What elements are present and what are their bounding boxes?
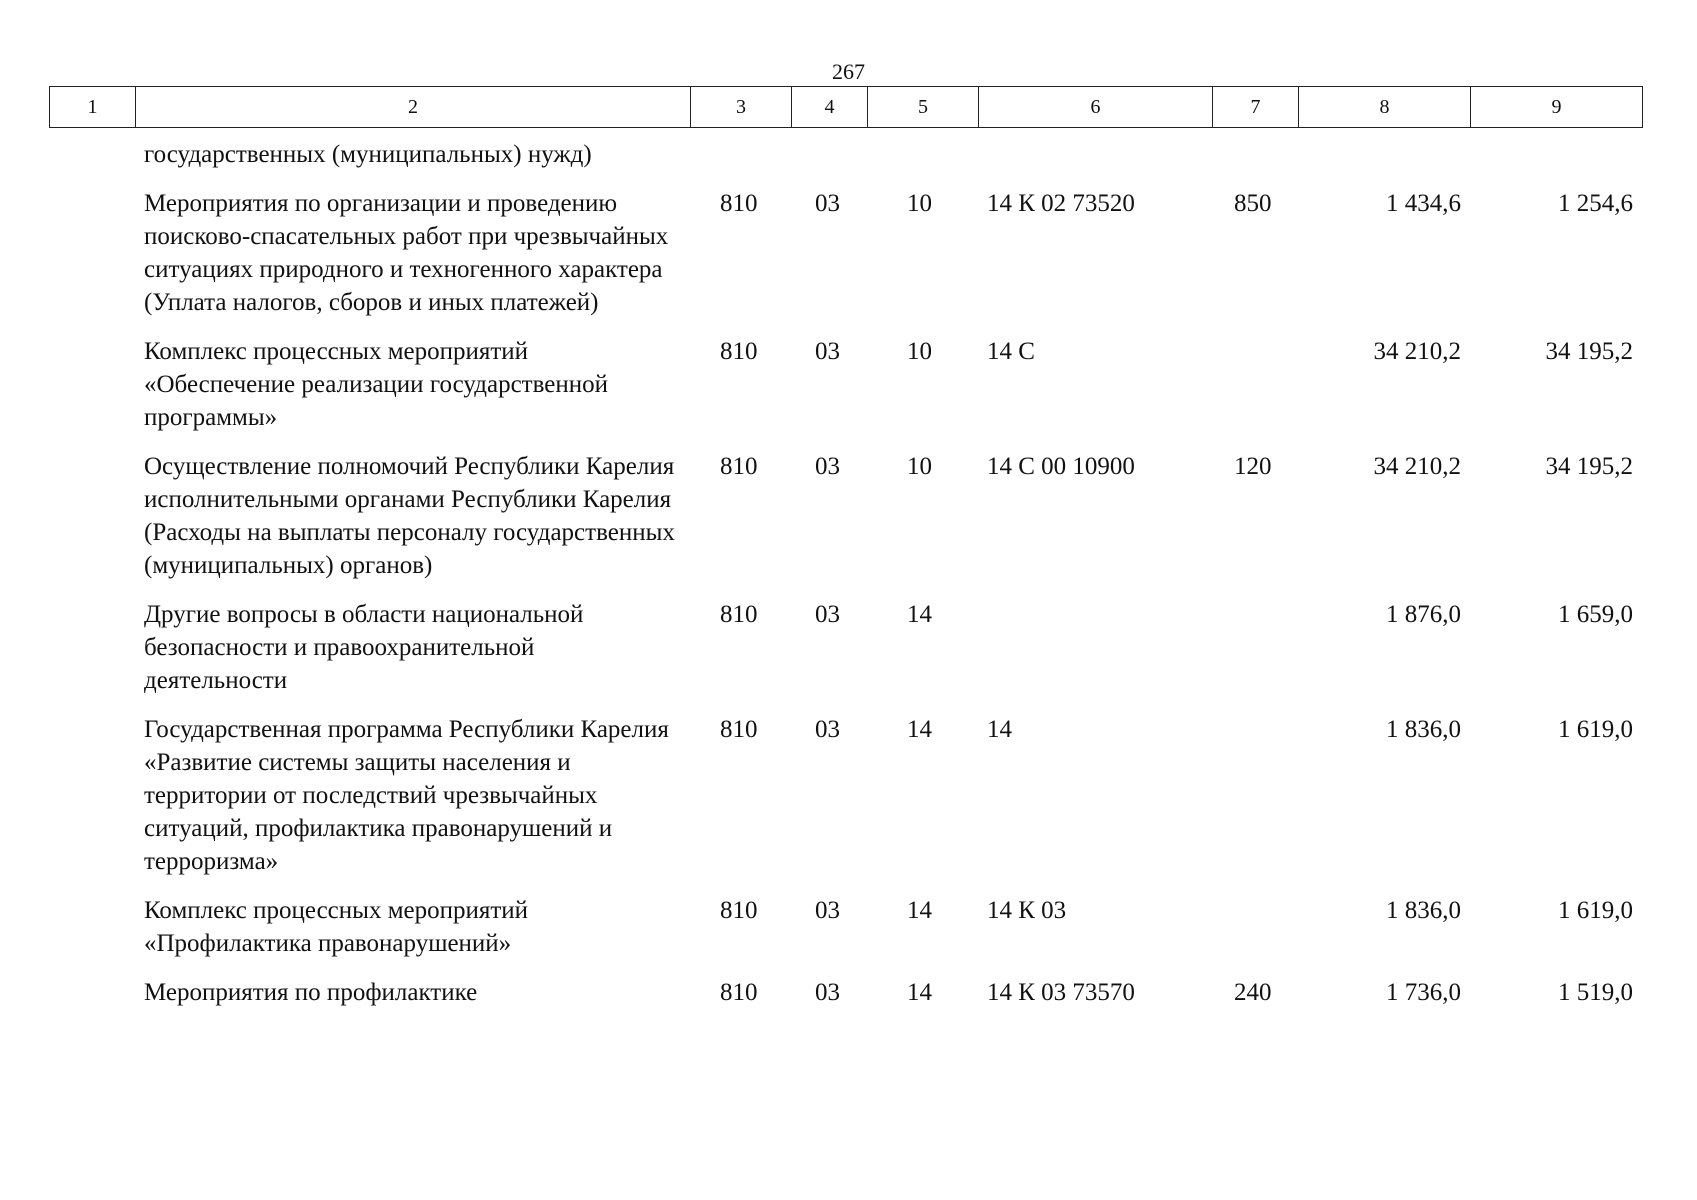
cell-col3: 810 (720, 601, 758, 628)
cell-col8: 1 434,6 (1386, 190, 1461, 217)
page-number: 267 (832, 59, 865, 84)
table-row (49, 598, 1642, 713)
table-row (49, 713, 1642, 894)
cell-col8: 1 876,0 (1386, 601, 1461, 628)
cell-col6: 14 К 02 73520 (987, 190, 1135, 217)
cell-col9: 1 254,6 (1558, 190, 1633, 217)
cell-col9: 34 195,2 (1545, 453, 1633, 480)
row-name: государственных (муниципальных) нужд) (144, 141, 592, 168)
cell-col5 (867, 138, 978, 187)
cell-col5: 10 (907, 453, 932, 480)
cell-col6: 14 К 03 (987, 897, 1067, 924)
cell-col3: 810 (720, 453, 758, 480)
column-header-8: 8 (1299, 87, 1471, 128)
cell-col3: 810 (720, 338, 758, 365)
budget-table-body (49, 138, 1642, 1025)
cell-col6 (978, 598, 1212, 713)
cell-col8: 34 210,2 (1373, 338, 1461, 365)
cell-col8: 34 210,2 (1373, 453, 1461, 480)
cell-col8: 1 736,0 (1386, 979, 1461, 1006)
column-header-1: 1 (50, 87, 136, 128)
cell-col7 (1212, 894, 1298, 976)
cell-col8: 1 836,0 (1386, 716, 1461, 743)
cell-col9 (1470, 138, 1642, 187)
cell-col5: 14 (907, 897, 932, 924)
table-row (49, 894, 1642, 976)
cell-col3: 810 (720, 716, 758, 743)
column-header-4: 4 (792, 87, 868, 128)
cell-col4: 03 (815, 601, 840, 628)
cell-col6: 14 С 00 10900 (987, 453, 1135, 480)
cell-col9: 34 195,2 (1545, 338, 1633, 365)
cell-col4: 03 (815, 338, 840, 365)
cell-col3: 810 (720, 979, 758, 1006)
column-header-5: 5 (868, 87, 979, 128)
cell-col4: 03 (815, 979, 840, 1006)
table-row (49, 976, 1642, 1025)
cell-col8 (1298, 138, 1470, 187)
cell-col5: 14 (907, 716, 932, 743)
cell-col4 (791, 138, 867, 187)
cell-col5: 10 (907, 338, 932, 365)
table-row (49, 335, 1642, 450)
table-row (49, 138, 1642, 187)
cell-col3: 810 (720, 190, 758, 217)
cell-col8: 1 836,0 (1386, 897, 1461, 924)
table-row (49, 450, 1642, 598)
row-name: Мероприятия по профилактике (144, 979, 478, 1006)
cell-col6: 14 С (987, 338, 1035, 365)
row-name: Комплекс процессных мероприятий «Обеспечение реализации государственной программы» (144, 338, 608, 431)
cell-col4: 03 (815, 897, 840, 924)
row-name: Мероприятия по организации и проведению поисково-спасательных работ при чрезвычайных ситуациях природного и техногенного характера (Уплата налогов, сборов и иных платежей) (144, 190, 669, 316)
cell-col9: 1 519,0 (1558, 979, 1633, 1006)
cell-col5: 14 (907, 601, 932, 628)
cell-col7 (1212, 335, 1298, 450)
cell-col3 (690, 138, 791, 187)
column-number-header (49, 86, 1643, 128)
cell-col6 (978, 138, 1212, 187)
cell-col6: 14 К 03 73570 (987, 979, 1135, 1006)
column-header-9: 9 (1471, 87, 1643, 128)
table-row (49, 187, 1642, 335)
cell-col9: 1 659,0 (1558, 601, 1633, 628)
cell-col7 (1212, 598, 1298, 713)
row-name: Другие вопросы в области национальной безопасности и правоохранительной деятельности (144, 601, 584, 694)
cell-col7: 850 (1234, 190, 1272, 217)
cell-col7 (1212, 138, 1298, 187)
cell-col4: 03 (815, 716, 840, 743)
column-header-6: 6 (979, 87, 1213, 128)
cell-col5: 10 (907, 190, 932, 217)
cell-col7 (1212, 713, 1298, 894)
row-name: Осуществление полномочий Республики Карелия исполнительными органами Республики Карелия (Расходы на выплаты персоналу государственных (муниципальных) органов) (144, 453, 675, 579)
cell-col4: 03 (815, 190, 840, 217)
cell-col7: 240 (1234, 979, 1272, 1006)
cell-col4: 03 (815, 453, 840, 480)
cell-col7: 120 (1234, 453, 1272, 480)
column-header-2: 2 (136, 87, 691, 128)
cell-col3: 810 (720, 897, 758, 924)
column-header-3: 3 (691, 87, 792, 128)
cell-col9: 1 619,0 (1558, 897, 1633, 924)
cell-col6: 14 (987, 716, 1012, 743)
row-name: Комплекс процессных мероприятий «Профилактика правонарушений» (144, 897, 529, 957)
column-header-7: 7 (1213, 87, 1299, 128)
cell-col5: 14 (907, 979, 932, 1006)
row-name: Государственная программа Республики Карелия «Развитие системы защиты населения и территории от последствий чрезвычайных ситуаций, профилактика правонарушений и терроризма» (144, 716, 669, 875)
cell-col9: 1 619,0 (1558, 716, 1633, 743)
